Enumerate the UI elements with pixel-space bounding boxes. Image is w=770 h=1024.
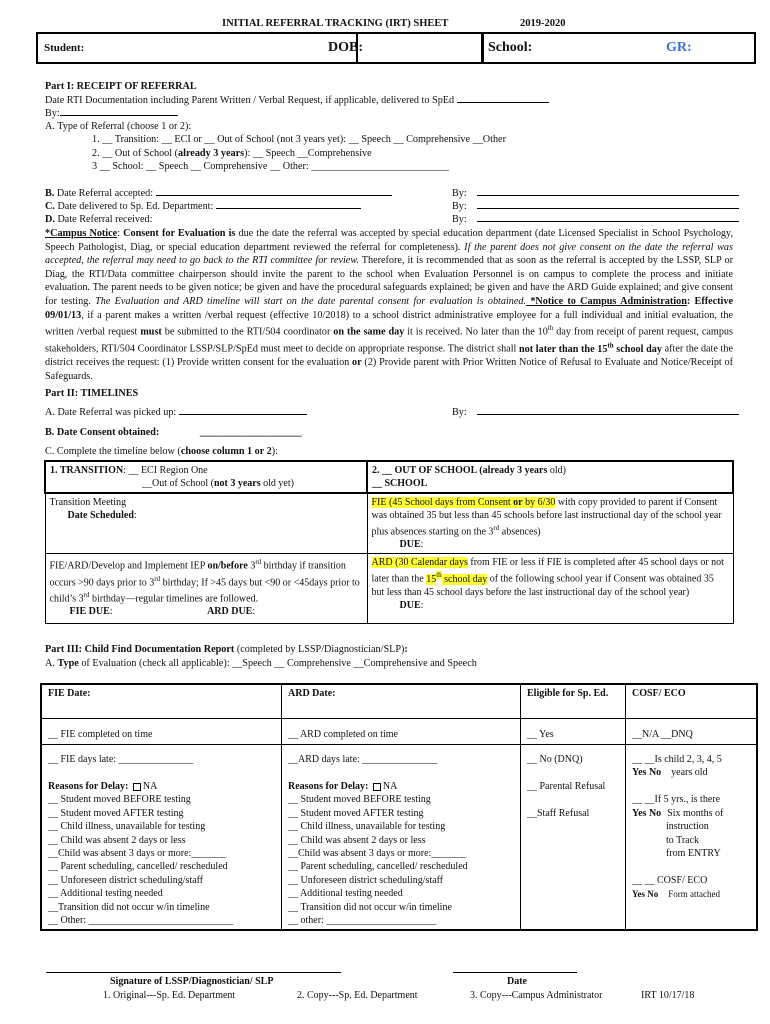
fie-date-header: FIE Date: — [41, 684, 282, 718]
referral-option-1: 1. __ Transition: __ ECI or __ Out of School (not 3 years yet): __ Speech __ Comprehensive __Other — [92, 134, 506, 145]
picked-up-line: A. Date Referral was picked up: — [45, 406, 307, 419]
ard-on-time: __ ARD completed on time — [282, 718, 521, 744]
fie-delay-cell: __ FIE days late: _______________ Reasons for Delay: NA __ Student moved BEFORE testing __ Student moved AFTER testing __ Child illness, unavailable for testing __ Child was absent 2 days or less __Child was absent 3 days or more:_______ __ Parent scheduling, cancelled/ rescheduled __ Unforeseen district scheduling/staff __ Additional testing needed __Transition did not occur w/in timeline __ Other: _____________________________ — [41, 744, 282, 930]
evaluation-type: A. Type of Evaluation (check all applicable): __Speech __ Comprehensive __Comprehensive and Speech — [45, 658, 477, 669]
part2-heading: Part II: TIMELINES — [45, 388, 139, 399]
fie-on-time: __ FIE completed on time — [41, 718, 282, 744]
signature-label: Signature of LSSP/Diagnostician/ SLP — [110, 976, 274, 987]
part1-heading: Part I: RECEIPT OF REFERRAL — [45, 81, 197, 92]
referral-accepted: B. Date Referral accepted: — [45, 187, 392, 200]
copy-2: 2. Copy---Sp. Ed. Department — [297, 990, 418, 1001]
col2-header: 2. __ OUT OF SCHOOL (already 3 years old) __ SCHOOL — [367, 461, 733, 493]
referral-received: D. Date Referral received: — [45, 214, 153, 225]
cosf-options: __ __Is child 2, 3, 4, 5 Yes No years old __ __If 5 yrs., is there Yes No Six months of instruction to Track from ENTRY __ __ COSF/ ECO Yes No Form attached — [626, 744, 758, 930]
fie-timeline: FIE (45 School days from Consent or by 6/30 with copy provided to parent if Consent was obtained 35 but less than 45 schools before last instructional day of the school year plus absences starting on the 3rd absences) DUE: — [367, 493, 733, 554]
eligibility-options: __ No (DNQ) __ Parental Refusal __Staff Refusal — [521, 744, 626, 930]
timeline-instruction: C. Complete the timeline below (choose column 1 or 2): — [45, 446, 278, 457]
child-find-table — [40, 683, 758, 931]
delivered-sped: C. Date delivered to Sp. Ed. Department: — [45, 200, 361, 213]
ard-date-header: ARD Date: — [282, 684, 521, 718]
cosf-na: __N/A __DNQ — [626, 718, 758, 744]
ard-delay-cell: __ARD days late: _______________ Reasons for Delay: NA __ Student moved BEFORE testing __ Student moved AFTER testing __ Child illness, unavailable for testing __ Child was absent 2 days or less __Child was absent 3 days or more:_______ __ Parent scheduling, cancelled/ rescheduled __ Unforeseen district scheduling/staff __ Additional testing needed __ Transition did not occur w/in timeline __ other: ______________________ — [282, 744, 521, 930]
date-label: Date — [507, 976, 527, 987]
form-title: INITIAL REFERRAL TRACKING (IRT) SHEET — [222, 18, 449, 29]
by-line: By: — [45, 107, 178, 120]
student-info-box — [36, 32, 756, 64]
transition-meeting: Transition Meeting Date Scheduled: — [45, 493, 367, 554]
campus-notice: *Campus Notice: Consent for Evaluation is due the date the referral was accepted by special education department (date Licensed Specialist in School Psychology, Speech Pathologist, Diag, or special education department reviewed the referral for completeness). If the parent does not give consent on the date the referral was accepted, the referral may need to go back to the RTI committee for review. Therefore, it is recommended that as soon as the referral is accepted by the LSSP, SLP or Diag, the RTI/Data committee chairperson should invite the parent to the school when Evaluation Personnel is on campus to complete the process and initiate evaluation. The parent needs to be given notice; be given and have the procedural safeguards explained; be given and have the ARD Guide explained; and give consent for testing. The Evaluation and ARD timeline will start on the date parental consent for evaluation is obtained. *Notice to Campus Administration: Effective 09/01/13, if a parent makes a written /verbal request (effective 10/2018) to a school district administrative employee for a full individual and initial evaluation, the written /verbal request must be submitted to the RTI/504 coordinator on the same day it is received. No later than the 10th day from receipt of parent request, campus stakeholders, RTI/504 Coordinator LSSP/SLP/SpEd must meet to decide on appropriate response. The district shall not later than the 15th school day after the date the district receives the request: (1) Provide written consent for the evaluation or (2) Provide parent with Prior Written Notice of Refusal to Evaluate and Notice/Receipt of Safeguards. — [45, 228, 733, 382]
eligible-header: Eligible for Sp. Ed. — [521, 684, 626, 718]
form-version: IRT 10/17/18 — [641, 990, 695, 1001]
by-picked: By: — [452, 406, 739, 419]
copy-3: 3. Copy---Campus Administrator — [470, 990, 603, 1001]
iep-timeline: FIE/ARD/Develop and Implement IEP on/before 3rd birthday if transition occurs >90 days prior to 3rd birthday; If >45 days but <90 or <45days prior to child’s 3rd birthday—regular timelines are followed. FIE DUE: ARD DUE: — [45, 554, 367, 624]
school-label: School: — [488, 40, 533, 55]
timeline-table — [44, 460, 734, 624]
ard-timeline: ARD (30 Calendar days from FIE or less if FIE is completed after 45 school days or not later than the 15th school day of the following school year if Consent was obtained 35 but less than 45 school days before the last instructional day of the school year) DUE: — [367, 554, 733, 624]
student-label: Student: — [44, 42, 85, 54]
by-c: By: — [452, 200, 739, 213]
referral-option-2: 2. __ Out of School (already 3 years): __ Speech __Comprehensive — [92, 148, 372, 159]
grade-label: GR: — [666, 40, 692, 55]
cosf-header: COSF/ ECO — [626, 684, 758, 718]
referral-option-3: 3 __ School: __ Speech __ Comprehensive __ Other: ___________________________ — [92, 161, 449, 172]
eligible-yes: __ Yes — [521, 718, 626, 744]
copy-1: 1. Original---Sp. Ed. Department — [103, 990, 236, 1001]
dob-label: DOB: — [328, 40, 363, 55]
by-b: By: — [452, 187, 739, 200]
school-year: 2019-2020 — [520, 18, 566, 29]
referral-type: A. Type of Referral (choose 1 or 2): — [45, 121, 192, 132]
consent-line: B. Date Consent obtained: ____________________ — [45, 427, 302, 438]
rti-doc-line: Date RTI Documentation including Parent Written / Verbal Request, if applicable, delivered to SpEd — [45, 94, 549, 107]
by-d: By: — [452, 213, 739, 226]
part3-heading: Part III: Child Find Documentation Report (completed by LSSP/Diagnostician/SLP): — [45, 644, 408, 655]
col1-header: 1. TRANSITION: __ ECI Region One __Out of School (not 3 years old yet) — [45, 461, 367, 493]
